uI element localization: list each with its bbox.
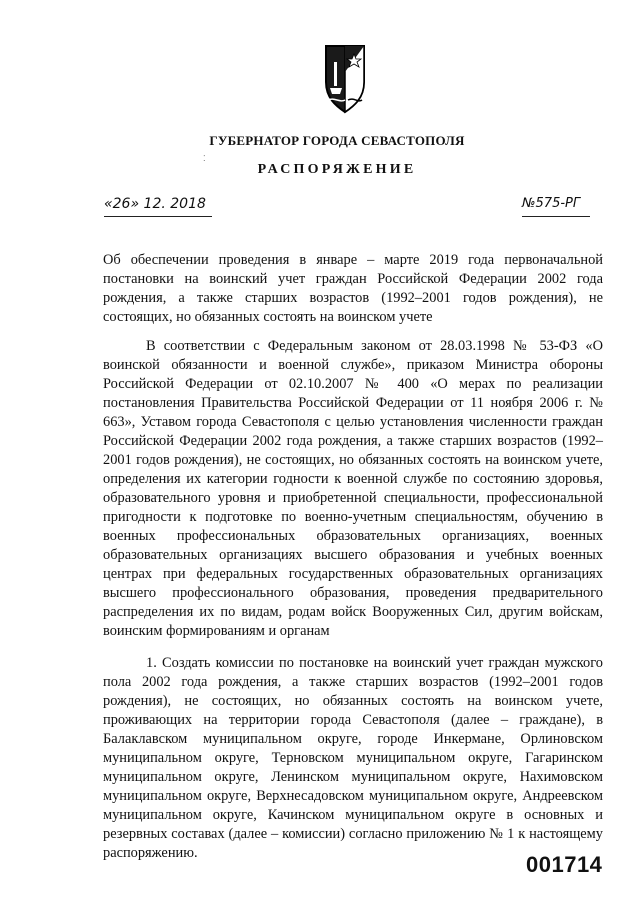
document-number: №575-РГ: [522, 196, 590, 217]
sevastopol-coat-of-arms-icon: [318, 42, 372, 114]
serial-number: 001714: [526, 852, 603, 877]
clause-1-paragraph: 1. Создать комиссии по постановке на воинский учет граждан мужского пола 2002 года рождения, а также старших возрастов (1992–2001 годов рождения), не состоящих, но обязанных состоять на воинском учете, проживающих на территории города Севастополя (далее – граждане), в Балаклавском муниципальном округе, городе Инкермане, Орлиновском муниципальном округе, Терновском муниципальном округе, Гагаринском муниципальном округе, Ленинском муниципальном округе, Нахимовском муниципальном округе, Верхнесадовском муниципальном округе, Андреевском муниципальном округе, Качинском муниципальном округе в основных и резервных составах (далее – комиссии) согласно приложению № 1 к настоящему распоряжению.: [103, 655, 603, 861]
document-subject: Об обеспечении проведения в январе – марте 2019 года первоначальной постановки на воинский учет граждан Российской Федерации 2002 года рождения, а также старших возрастов (1992–2001 годов рождения), не состоящих, но обязанных состоять на воинском учете: [103, 252, 603, 325]
document-type: РАСПОРЯЖЕНИЕ: [257, 162, 417, 177]
preamble-paragraph: В соответствии с Федеральным законом от 28.03.1998 № 53-ФЗ «О воинской обязанности и военной службе», приказом Министра обороны Российской Федерации от 02.10.2007 № 400 «О мерах по реализации постановления Правительства Российской Федерации от 11 ноября 2006 г. № 663», Уставом города Севастополя с целью установления численности граждан Российской Федерации 2002 года рождения, а также старших возрастов (1992–2001 годов рождения), не состоящих, но обязанных состоять на воинском учете, определения их категории годности к военной службе по состоянию здоровья, образовательного уровня и приобретенной специальности, профессиональной пригодности к подготовке по военно-учетным специальностям, обучению в военных профессиональных образовательных организациях, военных образовательных организациях высшего образования и учебных военных центрах при федеральных государственных образовательных организациях высшего профессионального образования, проведения предварительного распределения их по видам, родам войск Вооруженных Сил, другим войскам, воинским формированиям и органам: [103, 338, 603, 639]
document-date: «26» 12. 2018: [104, 196, 212, 217]
scan-speck: ⁚: [203, 154, 206, 163]
issuer-title: ГУБЕРНАТОР ГОРОДА СЕВАСТОПОЛЯ: [209, 133, 465, 148]
